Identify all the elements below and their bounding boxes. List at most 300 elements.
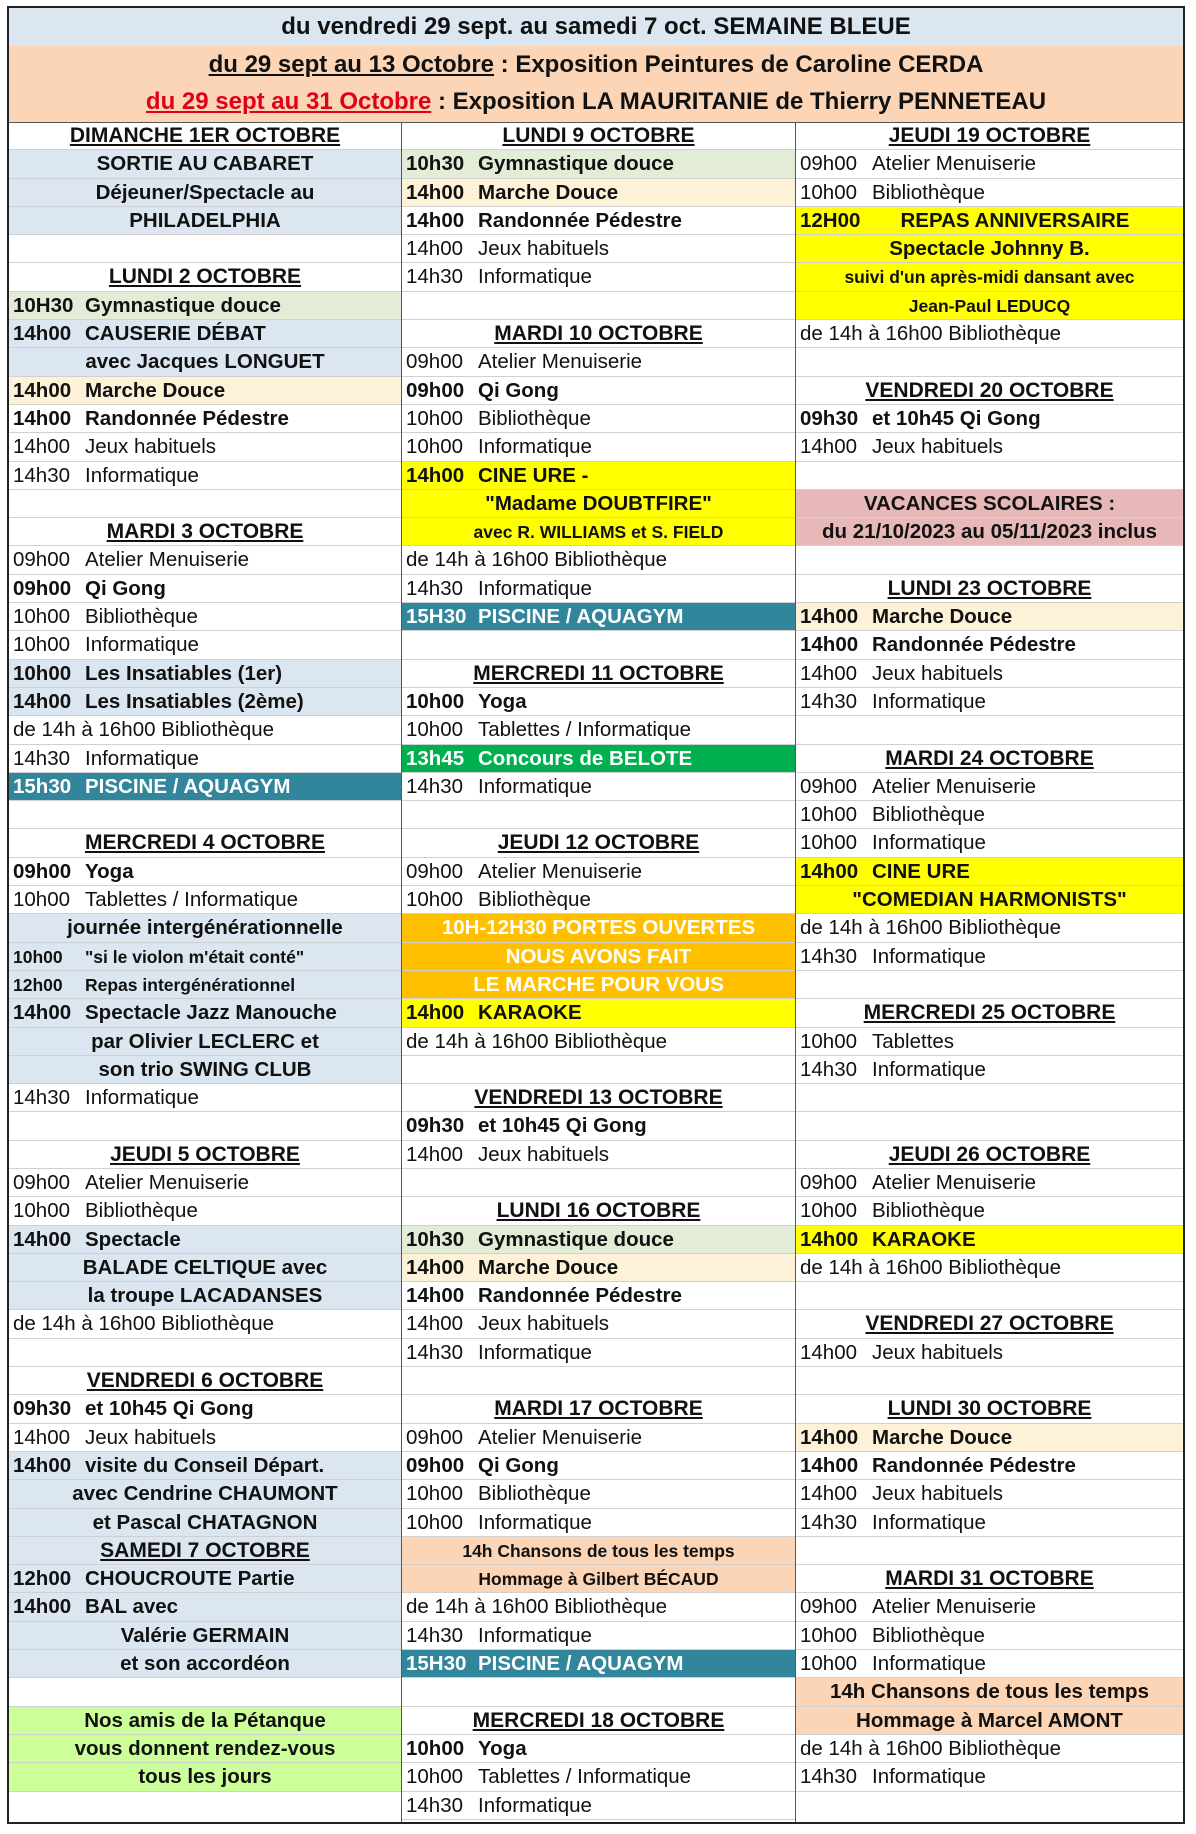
event-line bbox=[9, 1310, 401, 1338]
event-time: 14h30 bbox=[800, 944, 858, 968]
event-row bbox=[402, 1622, 795, 1650]
event-row bbox=[9, 1424, 401, 1452]
event-row bbox=[402, 1792, 795, 1820]
event-description: Jeux habituels bbox=[85, 1425, 217, 1449]
event-description: Jeux habituels bbox=[478, 1142, 610, 1166]
event-row bbox=[9, 1452, 401, 1480]
event-description: CHOUCROUTE Partie bbox=[85, 1567, 295, 1591]
event-time: 14h00 bbox=[800, 435, 858, 459]
event-row bbox=[402, 1112, 795, 1140]
empty-row bbox=[796, 1084, 1183, 1112]
event-description: et 10h45 Qi Gong bbox=[872, 406, 1041, 430]
event-row bbox=[402, 1480, 795, 1508]
event-time: 15H30 bbox=[406, 605, 467, 629]
event-row bbox=[402, 1141, 795, 1169]
event-description: Atelier Menuiserie bbox=[85, 548, 250, 572]
event-line bbox=[796, 320, 1183, 348]
event-line-centered: VACANCES SCOLAIRES : bbox=[796, 490, 1183, 518]
event-time: 10h00 bbox=[800, 831, 858, 855]
event-row bbox=[9, 1197, 401, 1225]
event-time: 09h00 bbox=[406, 859, 464, 883]
empty-row bbox=[402, 1678, 795, 1706]
event-time: 10h00 bbox=[406, 1736, 465, 1760]
event-row bbox=[402, 1763, 795, 1791]
event-line-centered: Hommage à Gilbert BÉCAUD bbox=[402, 1565, 795, 1593]
event-row bbox=[9, 1084, 401, 1112]
event-row bbox=[796, 1622, 1183, 1650]
event-row bbox=[402, 263, 795, 291]
event-line-centered: NOUS AVONS FAIT bbox=[402, 943, 795, 971]
event-row bbox=[9, 546, 401, 574]
event-row bbox=[9, 688, 401, 716]
event-time: 10h00 bbox=[800, 1029, 858, 1053]
event-time: 09h00 bbox=[406, 350, 464, 374]
event-description: BAL avec bbox=[85, 1595, 179, 1619]
event-row bbox=[9, 943, 401, 971]
event-line-centered: SORTIE AU CABARET bbox=[9, 150, 401, 178]
event-description: Informatique bbox=[872, 1652, 986, 1676]
event-time: 14h00 bbox=[406, 463, 465, 487]
empty-row bbox=[796, 462, 1183, 490]
event-description: et 10h45 Qi Gong bbox=[85, 1397, 254, 1421]
day-title: MARDI 3 OCTOBRE bbox=[9, 518, 401, 546]
event-time: 15H30 bbox=[406, 1652, 467, 1676]
event-row bbox=[9, 773, 401, 801]
event-description: REPAS ANNIVERSAIRE bbox=[872, 208, 1130, 232]
event-time: 14h00 bbox=[800, 633, 859, 657]
event-time: 09h00 bbox=[406, 1425, 464, 1449]
event-line-centered: Hommage à Marcel AMONT bbox=[796, 1707, 1183, 1735]
event-row bbox=[402, 1452, 795, 1480]
event-description: Qi Gong bbox=[85, 576, 166, 600]
event-time: 14h00 bbox=[13, 1227, 72, 1251]
event-time: 09h00 bbox=[800, 1595, 858, 1619]
event-time: 10H30 bbox=[13, 293, 74, 317]
event-time: 14h00 bbox=[13, 1595, 72, 1619]
event-description: Atelier Menuiserie bbox=[872, 1170, 1037, 1194]
event-time: 10h00 bbox=[800, 1199, 858, 1223]
day-title: LUNDI 9 OCTOBRE bbox=[402, 122, 795, 150]
event-description: Bibliothèque bbox=[85, 1199, 198, 1223]
day-title: MERCREDI 18 OCTOBRE bbox=[402, 1707, 795, 1735]
event-description: Jeux habituels bbox=[872, 1340, 1004, 1364]
event-description: Marche Douce bbox=[872, 605, 1013, 629]
event-row bbox=[402, 1339, 795, 1367]
day-title: MERCREDI 11 OCTOBRE bbox=[402, 660, 795, 688]
header-semaine-bleue bbox=[9, 8, 1183, 47]
header-exposition-2 bbox=[9, 84, 1183, 123]
event-row bbox=[796, 1593, 1183, 1621]
event-description: Informatique bbox=[872, 944, 986, 968]
event-line-centered: et Pascal CHATAGNON bbox=[9, 1509, 401, 1537]
event-description: Atelier Menuiserie bbox=[478, 859, 643, 883]
event-row bbox=[9, 1565, 401, 1593]
event-time: 10h00 bbox=[800, 1652, 858, 1676]
event-row bbox=[796, 1169, 1183, 1197]
event-time: 10h30 bbox=[406, 152, 465, 176]
event-line-centered: du 21/10/2023 au 05/11/2023 inclus bbox=[796, 518, 1183, 546]
empty-row bbox=[796, 716, 1183, 744]
event-row bbox=[402, 377, 795, 405]
event-text: de 14h à 16h00 Bibliothèque bbox=[13, 718, 275, 742]
event-row bbox=[402, 688, 795, 716]
event-time: 09h00 bbox=[800, 152, 858, 176]
event-time: 12h00 bbox=[13, 1567, 72, 1591]
event-row bbox=[796, 660, 1183, 688]
event-time: 10h00 bbox=[406, 435, 464, 459]
event-line-centered: Déjeuner/Spectacle au bbox=[9, 179, 401, 207]
event-line-centered: et son accordéon bbox=[9, 1650, 401, 1678]
day-title: JEUDI 12 OCTOBRE bbox=[402, 829, 795, 857]
event-line-centered: journée intergénérationnelle bbox=[9, 914, 401, 942]
day-title: LUNDI 16 OCTOBRE bbox=[402, 1197, 795, 1225]
event-description: Bibliothèque bbox=[85, 605, 198, 629]
event-time: 09h00 bbox=[13, 859, 72, 883]
event-description: Atelier Menuiserie bbox=[872, 774, 1037, 798]
event-time: 14h00 bbox=[406, 1255, 465, 1279]
event-row bbox=[796, 207, 1183, 235]
event-time: 14h00 bbox=[13, 1425, 71, 1449]
column-2 bbox=[402, 122, 796, 1824]
event-description: Marche Douce bbox=[478, 180, 619, 204]
event-row bbox=[402, 1254, 795, 1282]
event-row bbox=[796, 1028, 1183, 1056]
event-time: 09h00 bbox=[13, 548, 71, 572]
event-line bbox=[9, 716, 401, 744]
event-time: 14h00 bbox=[800, 661, 858, 685]
event-time: 10h00 bbox=[406, 1482, 464, 1506]
event-description: Bibliothèque bbox=[478, 406, 591, 430]
event-line bbox=[402, 1028, 795, 1056]
event-row bbox=[9, 858, 401, 886]
event-line-centered: Spectacle Johnny B. bbox=[796, 235, 1183, 263]
event-row bbox=[9, 377, 401, 405]
event-time: 10h30 bbox=[406, 1227, 465, 1251]
event-text: de 14h à 16h00 Bibliothèque bbox=[800, 322, 1062, 346]
event-text: de 14h à 16h00 Bibliothèque bbox=[800, 1736, 1062, 1760]
day-title: MARDI 17 OCTOBRE bbox=[402, 1395, 795, 1423]
event-time: 14h00 bbox=[800, 1340, 858, 1364]
event-row bbox=[796, 1509, 1183, 1537]
day-title: DIMANCHE 1ER OCTOBRE bbox=[9, 122, 401, 150]
day-title: VENDREDI 27 OCTOBRE bbox=[796, 1310, 1183, 1338]
event-description: Les Insatiables (2ème) bbox=[85, 689, 304, 713]
event-time: 09h00 bbox=[13, 1170, 71, 1194]
empty-row bbox=[402, 1169, 795, 1197]
event-description: Informatique bbox=[872, 689, 986, 713]
event-description: Gymnastique douce bbox=[85, 293, 281, 317]
event-description: Gymnastique douce bbox=[478, 1227, 674, 1251]
event-row bbox=[9, 462, 401, 490]
event-row bbox=[402, 858, 795, 886]
event-row bbox=[402, 745, 795, 773]
event-time: 14h00 bbox=[800, 605, 859, 629]
event-time: 10h00 bbox=[800, 180, 858, 204]
event-time: 12H00 bbox=[800, 208, 861, 232]
event-row bbox=[796, 1339, 1183, 1367]
event-line-centered: Jean-Paul LEDUCQ bbox=[796, 292, 1183, 320]
empty-row bbox=[402, 292, 795, 320]
event-time: 10h00 bbox=[406, 689, 465, 713]
event-row bbox=[402, 150, 795, 178]
event-row bbox=[402, 207, 795, 235]
event-line-centered: PHILADELPHIA bbox=[9, 207, 401, 235]
event-description: Jeux habituels bbox=[478, 237, 610, 261]
event-description: Spectacle bbox=[85, 1227, 181, 1251]
empty-row bbox=[402, 1056, 795, 1084]
event-row bbox=[796, 1763, 1183, 1791]
event-description: CINE URE bbox=[872, 859, 970, 883]
event-line-centered: 10H-12H30 PORTES OUVERTES bbox=[402, 914, 795, 942]
event-description: KARAOKE bbox=[478, 1001, 582, 1025]
event-description: Marche Douce bbox=[872, 1425, 1013, 1449]
event-description: Jeux habituels bbox=[478, 1312, 610, 1336]
event-row bbox=[796, 829, 1183, 857]
event-line-centered: BALADE CELTIQUE avec bbox=[9, 1254, 401, 1282]
event-line-centered: tous les jours bbox=[9, 1763, 401, 1791]
day-title: SAMEDI 7 OCTOBRE bbox=[9, 1537, 401, 1565]
event-description: Tablettes / Informatique bbox=[478, 718, 692, 742]
event-row bbox=[402, 462, 795, 490]
event-line-centered: suivi d'un après-midi dansant avec bbox=[796, 263, 1183, 291]
event-time: 10h00 bbox=[406, 718, 464, 742]
event-time: 14h00 bbox=[406, 1001, 465, 1025]
event-row bbox=[796, 1480, 1183, 1508]
event-time: 10h00 bbox=[13, 633, 71, 657]
event-time: 09h00 bbox=[800, 1170, 858, 1194]
event-text: de 14h à 16h00 Bibliothèque bbox=[406, 1029, 668, 1053]
event-description: Randonnée Pédestre bbox=[478, 208, 682, 232]
event-description: KARAOKE bbox=[872, 1227, 976, 1251]
event-description: CAUSERIE DÉBAT bbox=[85, 322, 266, 346]
event-description: Bibliothèque bbox=[478, 1482, 591, 1506]
event-line-centered: avec Cendrine CHAUMONT bbox=[9, 1480, 401, 1508]
event-description: Informatique bbox=[85, 633, 199, 657]
event-row bbox=[9, 886, 401, 914]
event-time: 14h00 bbox=[406, 1142, 464, 1166]
day-title: MARDI 31 OCTOBRE bbox=[796, 1565, 1183, 1593]
event-row bbox=[9, 631, 401, 659]
event-line-centered: son trio SWING CLUB bbox=[9, 1056, 401, 1084]
empty-row bbox=[796, 348, 1183, 376]
event-row bbox=[9, 971, 401, 999]
event-line-centered: la troupe LACADANSES bbox=[9, 1282, 401, 1310]
event-time: 10h00 bbox=[13, 888, 71, 912]
event-description: Informatique bbox=[85, 463, 199, 487]
event-description: Informatique bbox=[478, 1510, 592, 1534]
event-row bbox=[796, 405, 1183, 433]
event-description: Les Insatiables (1er) bbox=[85, 661, 283, 685]
column-1 bbox=[9, 122, 402, 1824]
empty-row bbox=[796, 1537, 1183, 1565]
event-description: Informatique bbox=[478, 1623, 592, 1647]
event-row bbox=[9, 745, 401, 773]
event-time: 14h30 bbox=[800, 1765, 858, 1789]
event-time: 09h00 bbox=[406, 1453, 465, 1477]
event-time: 10h00 bbox=[800, 1623, 858, 1647]
day-title: MERCREDI 4 OCTOBRE bbox=[9, 829, 401, 857]
event-row bbox=[402, 773, 795, 801]
event-row bbox=[796, 801, 1183, 829]
day-title: MARDI 24 OCTOBRE bbox=[796, 745, 1183, 773]
event-description: Yoga bbox=[478, 1736, 527, 1760]
event-row bbox=[402, 1226, 795, 1254]
day-title: JEUDI 19 OCTOBRE bbox=[796, 122, 1183, 150]
event-time: 10h00 bbox=[13, 946, 63, 967]
event-description: PISCINE / AQUAGYM bbox=[478, 1652, 684, 1676]
empty-row bbox=[9, 490, 401, 518]
event-text: de 14h à 16h00 Bibliothèque bbox=[13, 1312, 275, 1336]
event-row bbox=[402, 575, 795, 603]
day-title: LUNDI 2 OCTOBRE bbox=[9, 263, 401, 291]
event-description: Atelier Menuiserie bbox=[478, 1425, 643, 1449]
empty-row bbox=[9, 1678, 401, 1706]
event-time: 13h45 bbox=[406, 746, 465, 770]
event-description: Atelier Menuiserie bbox=[872, 1595, 1037, 1619]
event-description: Informatique bbox=[478, 576, 592, 600]
event-row bbox=[9, 603, 401, 631]
event-time: 09h00 bbox=[13, 576, 72, 600]
event-description: Informatique bbox=[478, 774, 592, 798]
event-row bbox=[402, 886, 795, 914]
event-time: 14h00 bbox=[13, 435, 71, 459]
event-description: Randonnée Pédestre bbox=[85, 406, 289, 430]
event-description: visite du Conseil Départ. bbox=[85, 1453, 325, 1477]
event-description: "si le violon m'était conté" bbox=[85, 946, 305, 967]
event-description: Jeux habituels bbox=[872, 1482, 1004, 1506]
event-description: Informatique bbox=[478, 435, 592, 459]
event-row bbox=[402, 235, 795, 263]
empty-row bbox=[9, 801, 401, 829]
event-line-centered: LE MARCHE POUR VOUS bbox=[402, 971, 795, 999]
event-time: 14h30 bbox=[13, 463, 71, 487]
event-description: Atelier Menuiserie bbox=[872, 152, 1037, 176]
event-time: 14h00 bbox=[800, 1425, 859, 1449]
event-line-centered: par Olivier LECLERC et bbox=[9, 1028, 401, 1056]
event-time: 09h30 bbox=[13, 1397, 72, 1421]
event-time: 09h30 bbox=[406, 1114, 465, 1138]
empty-row bbox=[796, 1367, 1183, 1395]
event-time: 14h00 bbox=[13, 322, 72, 346]
event-time: 10h00 bbox=[13, 605, 71, 629]
event-description: Informatique bbox=[872, 1510, 986, 1534]
event-time: 14h00 bbox=[406, 1312, 464, 1336]
event-time: 14h30 bbox=[800, 1510, 858, 1534]
event-line bbox=[796, 914, 1183, 942]
event-row bbox=[402, 1735, 795, 1763]
event-text: de 14h à 16h00 Bibliothèque bbox=[800, 1255, 1062, 1279]
event-description: Tablettes / Informatique bbox=[478, 1765, 692, 1789]
event-row bbox=[402, 433, 795, 461]
event-line-centered: avec Jacques LONGUET bbox=[9, 348, 401, 376]
event-time: 14h00 bbox=[406, 180, 465, 204]
header-line-2-text: : Exposition Peintures de Caroline CERDA bbox=[494, 51, 984, 78]
event-row bbox=[9, 1226, 401, 1254]
event-time: 14h00 bbox=[800, 859, 859, 883]
event-time: 14h00 bbox=[13, 378, 72, 402]
event-description: Bibliothèque bbox=[872, 180, 985, 204]
event-row bbox=[796, 1650, 1183, 1678]
event-description: Randonnée Pédestre bbox=[872, 633, 1076, 657]
event-description: et 10h45 Qi Gong bbox=[478, 1114, 647, 1138]
event-time: 12h00 bbox=[13, 974, 63, 995]
event-description: Jeux habituels bbox=[872, 435, 1004, 459]
empty-row bbox=[402, 1367, 795, 1395]
event-row bbox=[796, 688, 1183, 716]
event-time: 14h00 bbox=[406, 1284, 465, 1308]
day-title: LUNDI 30 OCTOBRE bbox=[796, 1395, 1183, 1423]
empty-row bbox=[402, 631, 795, 659]
event-line bbox=[796, 1254, 1183, 1282]
event-description: Bibliothèque bbox=[872, 1199, 985, 1223]
event-row bbox=[796, 1197, 1183, 1225]
day-title: JEUDI 26 OCTOBRE bbox=[796, 1141, 1183, 1169]
event-time: 14h00 bbox=[13, 406, 72, 430]
event-row bbox=[402, 603, 795, 631]
event-row bbox=[402, 1310, 795, 1338]
event-row bbox=[9, 320, 401, 348]
event-description: Jeux habituels bbox=[872, 661, 1004, 685]
event-row bbox=[796, 150, 1183, 178]
event-description: Marche Douce bbox=[85, 378, 226, 402]
event-row bbox=[9, 292, 401, 320]
event-description: Yoga bbox=[478, 689, 527, 713]
empty-row bbox=[796, 546, 1183, 574]
event-time: 10h00 bbox=[406, 1765, 464, 1789]
event-row bbox=[796, 1056, 1183, 1084]
event-description: Informatique bbox=[872, 1057, 986, 1081]
event-row bbox=[402, 348, 795, 376]
event-row bbox=[402, 179, 795, 207]
event-time: 14h00 bbox=[406, 237, 464, 261]
event-row bbox=[9, 575, 401, 603]
event-description: Informatique bbox=[85, 1086, 199, 1110]
event-description: Marche Douce bbox=[478, 1255, 619, 1279]
event-row bbox=[402, 999, 795, 1027]
header-line-2-date: du 29 sept au 13 Octobre bbox=[208, 51, 494, 78]
event-description: Tablettes / Informatique bbox=[85, 888, 299, 912]
event-row bbox=[796, 1226, 1183, 1254]
event-description: PISCINE / AQUAGYM bbox=[85, 774, 291, 798]
event-time: 10h00 bbox=[406, 406, 464, 430]
header-line-3-text: : Exposition LA MAURITANIE de Thierry PENNETEAU bbox=[431, 88, 1047, 115]
event-time: 14h30 bbox=[406, 1340, 464, 1364]
event-row bbox=[796, 179, 1183, 207]
header-line-3-date: du 29 sept au 31 Octobre bbox=[145, 88, 432, 115]
event-time: 10h00 bbox=[13, 1199, 71, 1223]
event-row bbox=[9, 660, 401, 688]
event-description: Informatique bbox=[85, 746, 199, 770]
event-description: Jeux habituels bbox=[85, 435, 217, 459]
event-description: Randonnée Pédestre bbox=[872, 1453, 1076, 1477]
event-description: Atelier Menuiserie bbox=[478, 350, 643, 374]
event-row bbox=[796, 858, 1183, 886]
event-description: Tablettes bbox=[872, 1029, 955, 1053]
event-time: 14h00 bbox=[13, 689, 72, 713]
event-time: 14h30 bbox=[406, 1623, 464, 1647]
event-line-centered: 14h Chansons de tous les temps bbox=[402, 1537, 795, 1565]
event-description: Yoga bbox=[85, 859, 134, 883]
event-row bbox=[9, 1593, 401, 1621]
event-row bbox=[402, 1282, 795, 1310]
event-description: Atelier Menuiserie bbox=[85, 1170, 250, 1194]
empty-row bbox=[402, 801, 795, 829]
event-time: 14h30 bbox=[406, 576, 464, 600]
event-time: 14h00 bbox=[13, 1453, 72, 1477]
event-description: Informatique bbox=[478, 1793, 592, 1817]
header-exposition-1 bbox=[9, 46, 1183, 84]
event-description: PISCINE / AQUAGYM bbox=[478, 605, 684, 629]
